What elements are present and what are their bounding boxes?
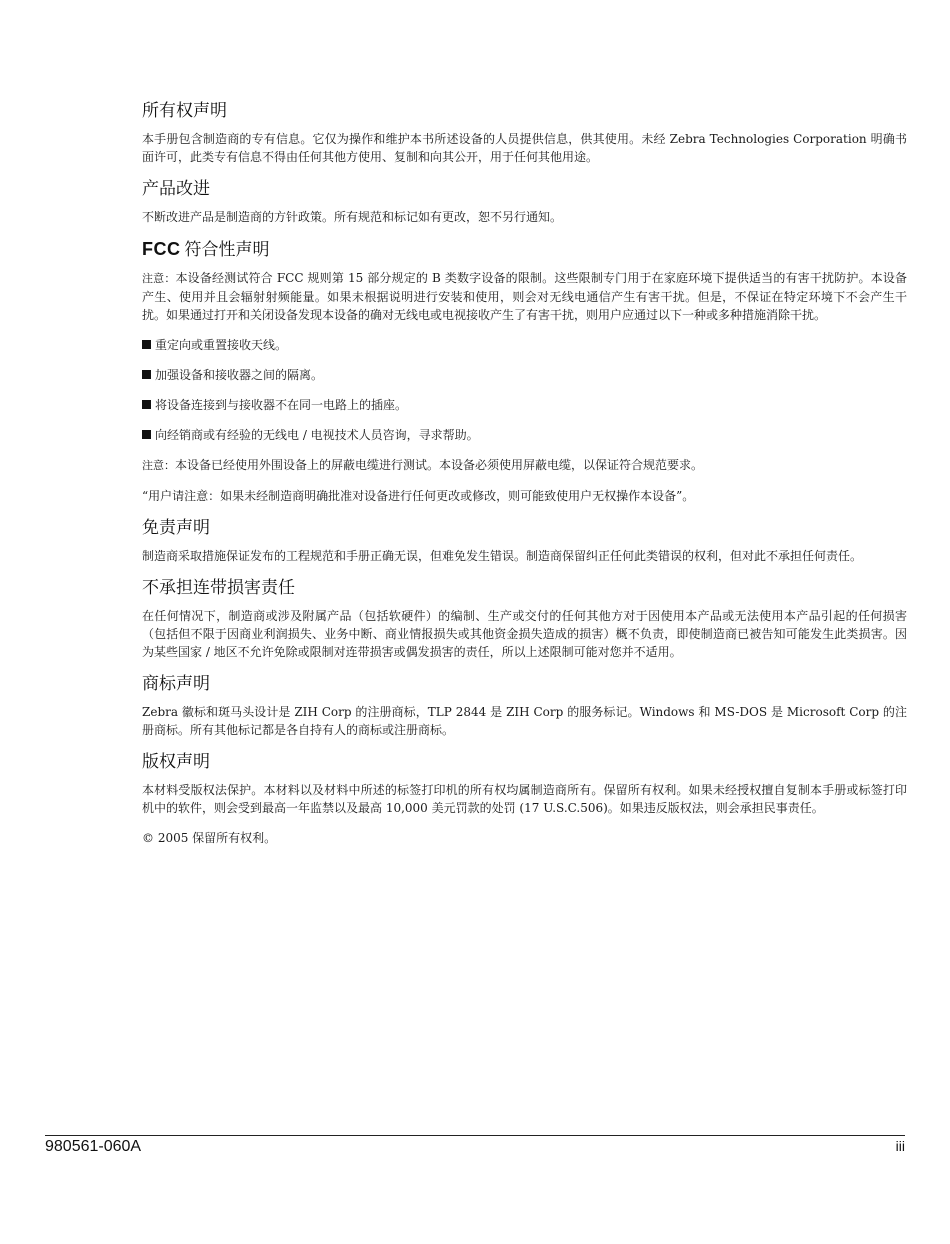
fcc-note-1 — [142, 269, 907, 324]
fcc-heading — [142, 238, 907, 261]
ownership-heading: 所有权声明 — [142, 101, 227, 121]
fcc-user-notice: “用户请注意：如果未经制造商明确批准对设备进行任何更改或修改，则可能致使用户无权操作本设备”。 — [142, 489, 695, 503]
fcc-bullet-text: 将设备连接到与接收器不在同一电路上的插座。 — [155, 398, 408, 412]
fcc-bullet-3 — [142, 396, 907, 414]
fcc-bullet-4 — [142, 426, 907, 444]
square-bullet-icon — [142, 340, 151, 349]
fcc-note-2-text: 本设备已经使用外围设备上的屏蔽电缆进行测试。本设备必须使用屏蔽电缆，以保证符合规范要求。 — [175, 458, 704, 472]
trademarks-section — [142, 673, 907, 739]
disclaimer-body: 制造商采取措施保证发布的工程规范和手册正确无误，但难免发生错误。制造商保留纠正任何此类错误的权利，但对此不承担任何责任。 — [142, 549, 863, 563]
no-liability-section — [142, 577, 907, 661]
fcc-section — [142, 238, 907, 505]
copyright-section — [142, 751, 907, 847]
fcc-note-2-label: 注意： — [142, 459, 175, 472]
product-improvement-heading: 产品改进 — [142, 179, 210, 199]
fcc-bullet-2 — [142, 366, 907, 384]
square-bullet-icon — [142, 430, 151, 439]
square-bullet-icon — [142, 370, 151, 379]
disclaimer-heading: 免责声明 — [142, 518, 210, 538]
copyright-body: 本材料受版权法保护。本材料以及材料中所述的标签打印机的所有权均属制造商所有。保留所有权利。如果未经授权擅自复制本手册或标签打印机中的软件，则会受到最高一年监禁以及最高 10,000 美元罚款的处罚 (17 U.S.C.506)。如果违反版权法，则会承担民事责任。 — [142, 783, 907, 815]
fcc-note-2 — [142, 456, 907, 475]
copyright-heading: 版权声明 — [142, 752, 210, 772]
copyright-notice: © 2005 保留所有权利。 — [142, 831, 277, 845]
product-improvement-body: 不断改进产品是制造商的方针政策。所有规范和标记如有更改，恕不另行通知。 — [142, 210, 563, 224]
fcc-heading-text: 符合性声明 — [184, 240, 270, 260]
fcc-heading-prefix: FCC — [142, 239, 181, 259]
ownership-section — [142, 100, 907, 166]
fcc-bullet-text: 向经销商或有经验的无线电 / 电视技术人员咨询，寻求帮助。 — [155, 428, 479, 442]
footer-page-number: iii — [895, 1138, 905, 1154]
no-liability-body: 在任何情况下，制造商或涉及附属产品（包括软硬件）的编制、生产或交付的任何其他方对于因使用本产品或无法使用本产品引起的任何损害（包括但不限于因商业利润损失、业务中断、商业情报损失或其他资金损失造成的损害）概不负责，即使制造商已被告知可能发生此类损害。因为某些国家 / 地区不允许免除或限制对连带损害或偶发损害的责任，所以上述限制可能对您并不适用。 — [142, 609, 907, 659]
fcc-note-1-text: 本设备经测试符合 FCC 规则第 15 部分规定的 B 类数字设备的限制。这些限制专门用于在家庭环境下提供适当的有害干扰防护。本设备产生、使用并且会辐射射频能量。如果未根据说明进行安装和使用，则会对无线电通信产生有害干扰。但是，不保证在特定环境下不会产生干扰。如果通过打开和关闭设备发现本设备的确对无线电或电视接收产生了有害干扰，则用户应通过以下一种或多种措施消除干扰。 — [142, 271, 907, 322]
disclaimer-section — [142, 517, 907, 565]
fcc-note-1-label: 注意： — [142, 272, 176, 285]
fcc-bullet-text: 加强设备和接收器之间的隔离。 — [155, 368, 324, 382]
trademarks-heading: 商标声明 — [142, 674, 210, 694]
product-improvement-section — [142, 178, 907, 226]
trademarks-body: Zebra 徽标和斑马头设计是 ZIH Corp 的注册商标，TLP 2844 是 ZIH Corp 的服务标记。Windows 和 MS-DOS 是 Microsoft Corp 的注册商标。所有其他标记都是各自持有人的商标或注册商标。 — [142, 705, 907, 737]
no-liability-heading: 不承担连带损害责任 — [142, 578, 295, 598]
footer-divider — [45, 1135, 905, 1136]
fcc-bullet-text: 重定向或重置接收天线。 — [155, 338, 288, 352]
footer-doc-number: 980561-060A — [45, 1138, 142, 1155]
square-bullet-icon — [142, 400, 151, 409]
ownership-body: 本手册包含制造商的专有信息。它仅为操作和维护本书所述设备的人员提供信息，供其使用。未经 Zebra Technologies Corporation 明确书面许可，此类专有信息不得由任何其他方使用、复制和向其公开，用于任何其他用途。 — [142, 132, 907, 164]
document-page — [142, 100, 907, 859]
fcc-bullet-1 — [142, 336, 907, 354]
